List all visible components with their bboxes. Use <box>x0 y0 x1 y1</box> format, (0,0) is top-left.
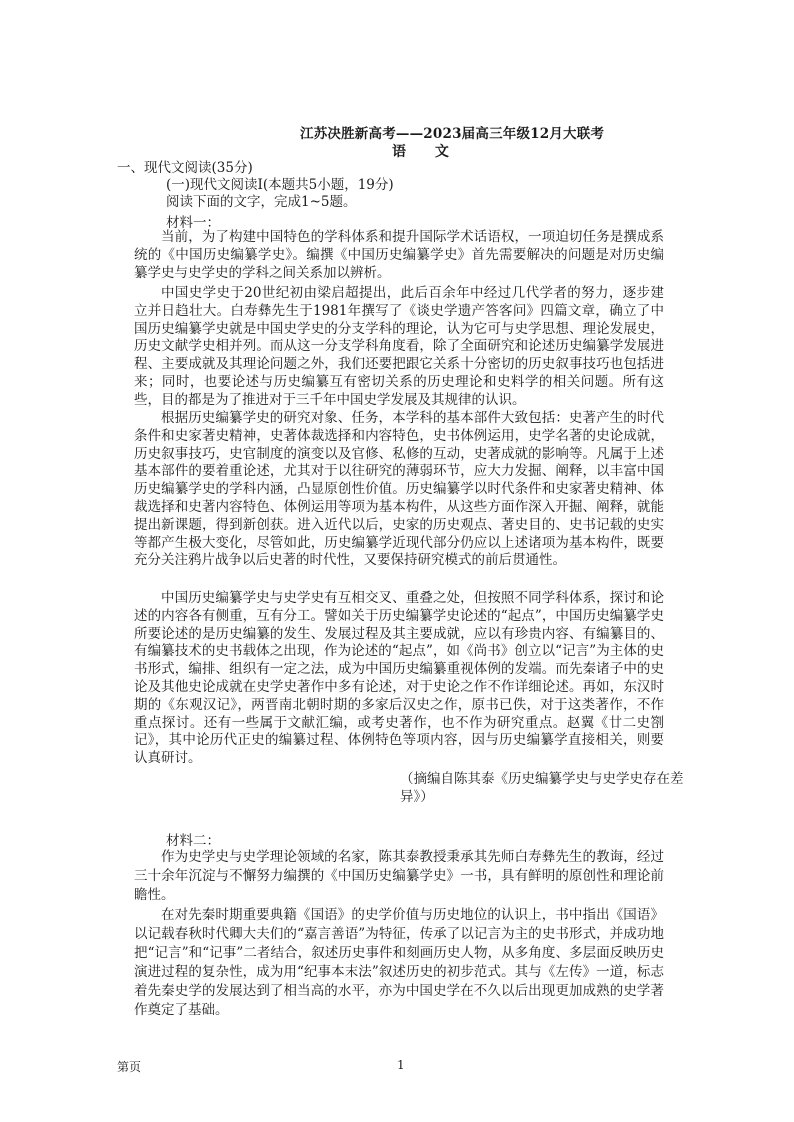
material-two-paragraph: 在对先秦时期重要典籍《国语》的史学价值与历史地位的认识上，书中指出《国语》以记载春秋时代卿大夫们的“嘉言善语”为特征，传承了以记言为主的史书形式，并成功地把“记言”和“记事”二者结合，叙述历史事件和刻画历史人物，从多角度、多层面反映历史演进过程的复杂性，成为用“纪事本末法”叙述历史的初步范式。其与《左传》一道，标志着先秦史学的发展达到了相当高的水平，亦为中国史学在不久以后出现更加成熟的史学著作奠定了基础。 <box>134 907 664 1018</box>
material-one-paragraph: 中国史学史于20世纪初由梁启超提出，此后百余年中经过几代学者的努力，逐步建立并日趋壮大。白寿彝先生于1981年撰写了《谈史学遗产答客问》四篇文章，确立了中国历史编纂学史就是中国史学史的分支学科的理论，认为它可与史学思想、理论发展史，历史文献学史相并列。而从这一分支学科角度看，除了全面研究和论述历史编纂学发展进程、主要成就及其理论问题之外，我们还要把跟它关系十分密切的历史叙事技巧也包括进来；同时，也要论述与历史编纂互有密切关系的历史理论和史料学的相关问题。所有这些，目的都是为了推进对于三千年中国史学发展及其规律的认识。 <box>134 285 664 408</box>
source-citation: （摘编自陈其泰《历史编纂学史与史学史存在差异》） <box>400 771 684 805</box>
reading-instruction: 阅读下面的文字，完成1~5题。 <box>166 194 357 210</box>
material-one-paragraph: 根据历史编纂学史的研究对象、任务，本学科的基本部件大致包括：史著产生的时代条件和史家著史精神，史著体裁选择和内容特色，史书体例运用，史学名著的史论成就，历史叙事技巧，史官制度的演变以及官修、私修的互动，史著成就的影响等。凡属于上述基本部件的要着重论述，尤其对于以往研究的薄弱环节，应大力发掘、阐释，以丰富中国历史编纂学史的学科内涵，凸显原创性价值。历史编纂学以时代条件和史家著史精神、体裁选择和史著内容特色、体例运用等项为基本构件，从这些方面作深入开掘、阐释，就能提出新课题，得到新创获。进入近代以后，史家的历史观点、著史目的、史书记载的史实等都产生极大变化，尽管如此，历史编纂学近现代部分仍应以上述诸项为基本构件，既要充分关注鸦片战争以后史著的时代性，又要保持研究模式的前后贯通性。 <box>134 410 664 569</box>
section-heading: 一、现代文阅读(35分) <box>117 160 253 176</box>
exam-title: 江苏决胜新高考——2023届高三年级12月大联考 <box>300 126 605 142</box>
material-one-label: 材料一： <box>166 215 220 231</box>
subsection-heading: (一)现代文阅读Ⅰ(本题共5小题，19分) <box>166 177 394 193</box>
subject-title: 语 文 <box>392 144 461 160</box>
page-number: 1 <box>397 1058 405 1072</box>
material-two-label: 材料二： <box>166 833 220 849</box>
material-one-paragraph: 中国历史编纂学史与史学史有互相交叉、重叠之处，但按照不同学科体系，探讨和论述的内容各有侧重，互有分工。譬如关于历史编纂学史论述的“起点”，中国历史编纂学史所要论述的是历史编纂的发生、发展过程及其主要成就，应以有珍贵内容、有编纂目的、有编纂技术的史书载体之出现，作为论述的“起点”，如《尚书》创立以“记言”为主体的史书形式，编排、组织有一定之法，成为中国历史编纂重视体例的发端。而先秦诸子中的史论及其他史论成就在史学史著作中多有论述，对于史论之作不作详细论述。再如，东汉时期的《东观汉记》，两晋南北朝时期的多家后汉史之作，原书已佚，对于这类著作，不作重点探讨。还有一些属于文献汇编，或考史著作，也不作为研究重点。赵翼《廿二史劄记》，其中论历代正史的编纂过程、体例特色等项内容，因与历史编纂学直接相关，则要认真研讨。 <box>134 590 664 767</box>
material-one-paragraph: 当前，为了构建中国特色的学科体系和提升国际学术话语权，一项迫切任务是撰成系统的《中国历史编纂学史》。编撰《中国历史编纂学史》首先需要解决的问题是对历史编纂学史与史学史的学科之间关系加以辨析。 <box>134 229 664 281</box>
page-label: 第页 <box>117 1060 142 1074</box>
material-two-paragraph: 作为史学史与史学理论领域的名家，陈其泰教授秉承其先师白寿彝先生的教诲，经过三十余年沉淀与不懈努力编撰的《中国历史编纂学史》一书，具有鲜明的原创性和理论前瞻性。 <box>134 849 664 903</box>
